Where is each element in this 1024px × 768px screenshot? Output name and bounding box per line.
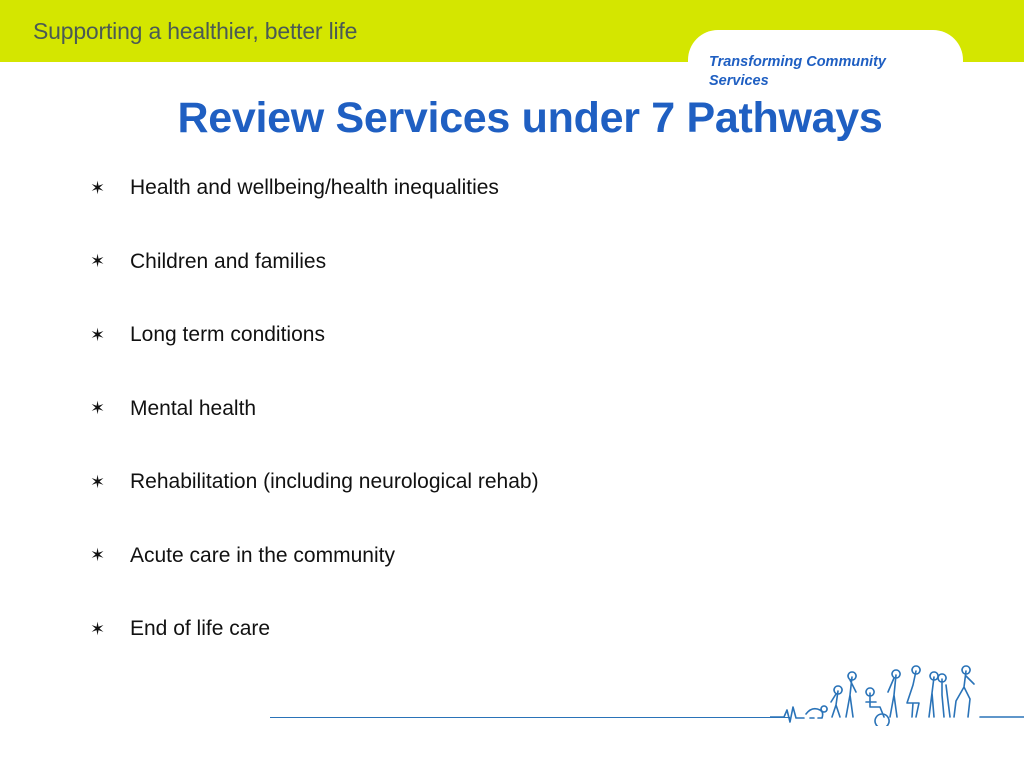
list-item: [90, 540, 539, 572]
slide-title: Review Services under 7 Pathways: [177, 94, 883, 142]
people-figures-illustration: [770, 660, 1024, 726]
tab-label: Transforming Community Services: [709, 54, 886, 89]
running-child-icon: [954, 666, 974, 717]
elderly-couple-icon: [929, 672, 950, 717]
star-bullet-icon: ✶: [90, 324, 106, 345]
list-item: [90, 393, 539, 425]
star-bullet-icon: ✶: [90, 398, 106, 418]
toddler-icon: [831, 686, 842, 717]
list-item: [90, 319, 539, 351]
list-item-text: Rehabilitation (including neurological rehab): [130, 470, 539, 493]
star-bullet-icon: ✶: [90, 471, 106, 492]
adult-icon: [888, 670, 900, 717]
pathway-list: [90, 172, 539, 687]
star-bullet-icon: ✶: [90, 545, 106, 565]
child-icon: [846, 672, 856, 717]
star-bullet-icon: ✶: [90, 618, 106, 639]
list-item-text: Acute care in the community: [130, 543, 395, 567]
list-item-text: Mental health: [130, 396, 257, 420]
wheelchair-user-icon: [866, 688, 889, 726]
list-item-text: Long term conditions: [130, 323, 325, 346]
star-bullet-icon: ✶: [90, 177, 106, 198]
banner-tagline: Supporting a healthier, better life: [33, 18, 358, 44]
list-item-text: Health and wellbeing/health inequalities: [130, 176, 499, 199]
list-item: [90, 172, 539, 204]
list-item-text: Children and families: [130, 249, 327, 273]
star-bullet-icon: ✶: [90, 251, 106, 271]
list-item-text: End of life care: [130, 617, 271, 640]
heartbeat-line-icon: [770, 707, 804, 722]
footer-divider-line: [270, 717, 790, 718]
list-item: [90, 466, 539, 498]
crawling-baby-icon: [806, 706, 827, 718]
list-item: [90, 613, 539, 645]
woman-icon: [907, 666, 920, 717]
list-item: [90, 246, 539, 278]
